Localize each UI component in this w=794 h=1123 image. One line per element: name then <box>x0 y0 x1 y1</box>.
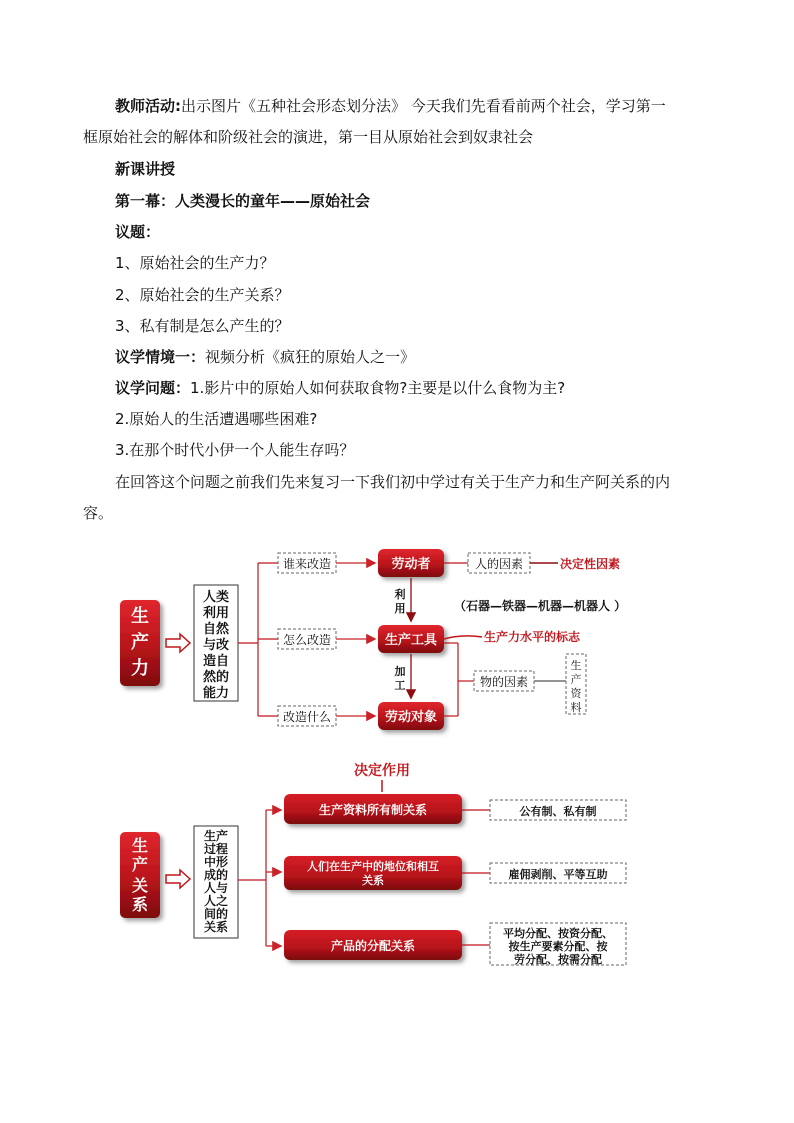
what-label: 改造什么 <box>282 710 332 724</box>
production-relations-diagram <box>120 762 626 966</box>
def-line: 人类 <box>202 590 230 605</box>
heading-act-one: 第一幕：人类漫长的童年——原始社会 <box>115 192 371 210</box>
paragraph-review: 在回答这个问题之前我们先来复习一下我们初中学过有关于生产力和生产阿关系的内 <box>115 473 671 491</box>
def-line: 人与 <box>203 881 229 895</box>
object-label: 劳动对象 <box>384 710 438 725</box>
hollow-arrow-icon <box>166 870 190 888</box>
status-label-line1: 人们在生产中的地位和相互 <box>307 860 439 873</box>
who-label: 谁来改造 <box>282 557 332 571</box>
def-line: 与改 <box>202 638 230 653</box>
teacher-activity-label: 教师活动: <box>115 97 181 115</box>
topic-2: 2、原始社会的生产关系？ <box>115 286 290 304</box>
topic-1: 1、原始社会的生产力？ <box>115 254 275 272</box>
def-line: 利用 <box>202 606 230 621</box>
paragraph-teacher-activity-cont: 框原始社会的解体和阶级社会的演进，第一目从原始社会到奴隶社会 <box>83 128 534 146</box>
human-factor-label: 人的因素 <box>474 557 524 571</box>
means-char: 生 <box>570 659 582 672</box>
means-char: 资 <box>570 687 582 700</box>
connector <box>444 636 482 639</box>
situation-text: 视频分析《疯狂的原始人之一》 <box>205 348 416 366</box>
status-label-line2: 关系 <box>362 874 384 887</box>
relations-char: 关 <box>131 876 149 895</box>
productivity-char-2: 产 <box>131 632 149 653</box>
means-char: 产 <box>570 673 582 686</box>
relations-char: 产 <box>131 855 149 874</box>
laborer-label: 劳动者 <box>391 557 431 572</box>
def-line: 自然 <box>202 622 230 637</box>
productivity-diagram <box>120 549 626 730</box>
def-line: 关系 <box>203 920 229 934</box>
distribution-detail-line: 平均分配、按资分配、 <box>503 927 613 940</box>
decisive-factor-label: 决定性因素 <box>560 557 621 571</box>
use-char-2: 用 <box>394 602 406 615</box>
paragraph-review-cont: 容。 <box>83 504 114 522</box>
def-line: 间的 <box>203 907 229 921</box>
how-label: 怎么改造 <box>282 633 332 647</box>
material-factor-label: 物的因素 <box>479 675 529 689</box>
use-char-1: 利 <box>394 588 406 601</box>
tool-sequence-label: （石器—铁器—机器—机器人 ） <box>454 599 627 613</box>
productivity-char-3: 力 <box>131 658 149 679</box>
def-line: 生产 <box>203 829 229 843</box>
relations-char: 系 <box>131 895 149 914</box>
def-line: 能力 <box>202 686 230 701</box>
decisive-role-label: 决定作用 <box>354 763 410 779</box>
hollow-arrow-icon <box>166 634 190 652</box>
ownership-label: 生产资料所有制关系 <box>318 803 428 817</box>
distribution-detail-line: 按生产要素分配、按 <box>508 940 608 953</box>
heading-new-lesson: 新课讲授 <box>115 160 176 178</box>
status-detail: 雇佣剥削、平等互助 <box>508 868 608 881</box>
ownership-detail: 公有制、私有制 <box>519 805 597 818</box>
distribution-label: 产品的分配关系 <box>330 939 416 953</box>
teacher-activity-text: 出示图片《五种社会形态划分法》 今天我们先看看前两个社会，学习第一 <box>181 97 666 115</box>
process-char-1: 加 <box>394 665 406 678</box>
question-1: 1.影片中的原始人如何获取食物?主要是以什么食物为主? <box>190 379 566 397</box>
def-line: 造自 <box>202 654 230 669</box>
def-line: 过程 <box>203 842 229 856</box>
process-char-2: 工 <box>394 679 406 692</box>
tool-label: 生产工具 <box>384 633 438 648</box>
heading-topics: 议题： <box>115 223 161 241</box>
productivity-sign-label: 生产力水平的标志 <box>484 630 581 644</box>
question-label: 议学问题： <box>115 379 191 397</box>
topic-3: 3、私有制是怎么产生的？ <box>115 317 290 335</box>
relations-char: 生 <box>131 836 149 855</box>
def-line: 人之 <box>203 894 229 908</box>
def-line: 中形 <box>203 855 229 869</box>
means-char: 料 <box>570 701 582 714</box>
question-3: 3.在那个时代小伊一个人能生存吗？ <box>115 441 355 459</box>
situation-label: 议学情境一： <box>115 348 206 366</box>
productivity-char-1: 生 <box>131 606 149 627</box>
def-line: 成的 <box>203 868 229 882</box>
def-line: 然的 <box>202 670 230 685</box>
distribution-detail-line: 劳分配、按需分配 <box>514 953 602 966</box>
question-2: 2.原始人的生活遭遇哪些困难? <box>115 410 318 428</box>
